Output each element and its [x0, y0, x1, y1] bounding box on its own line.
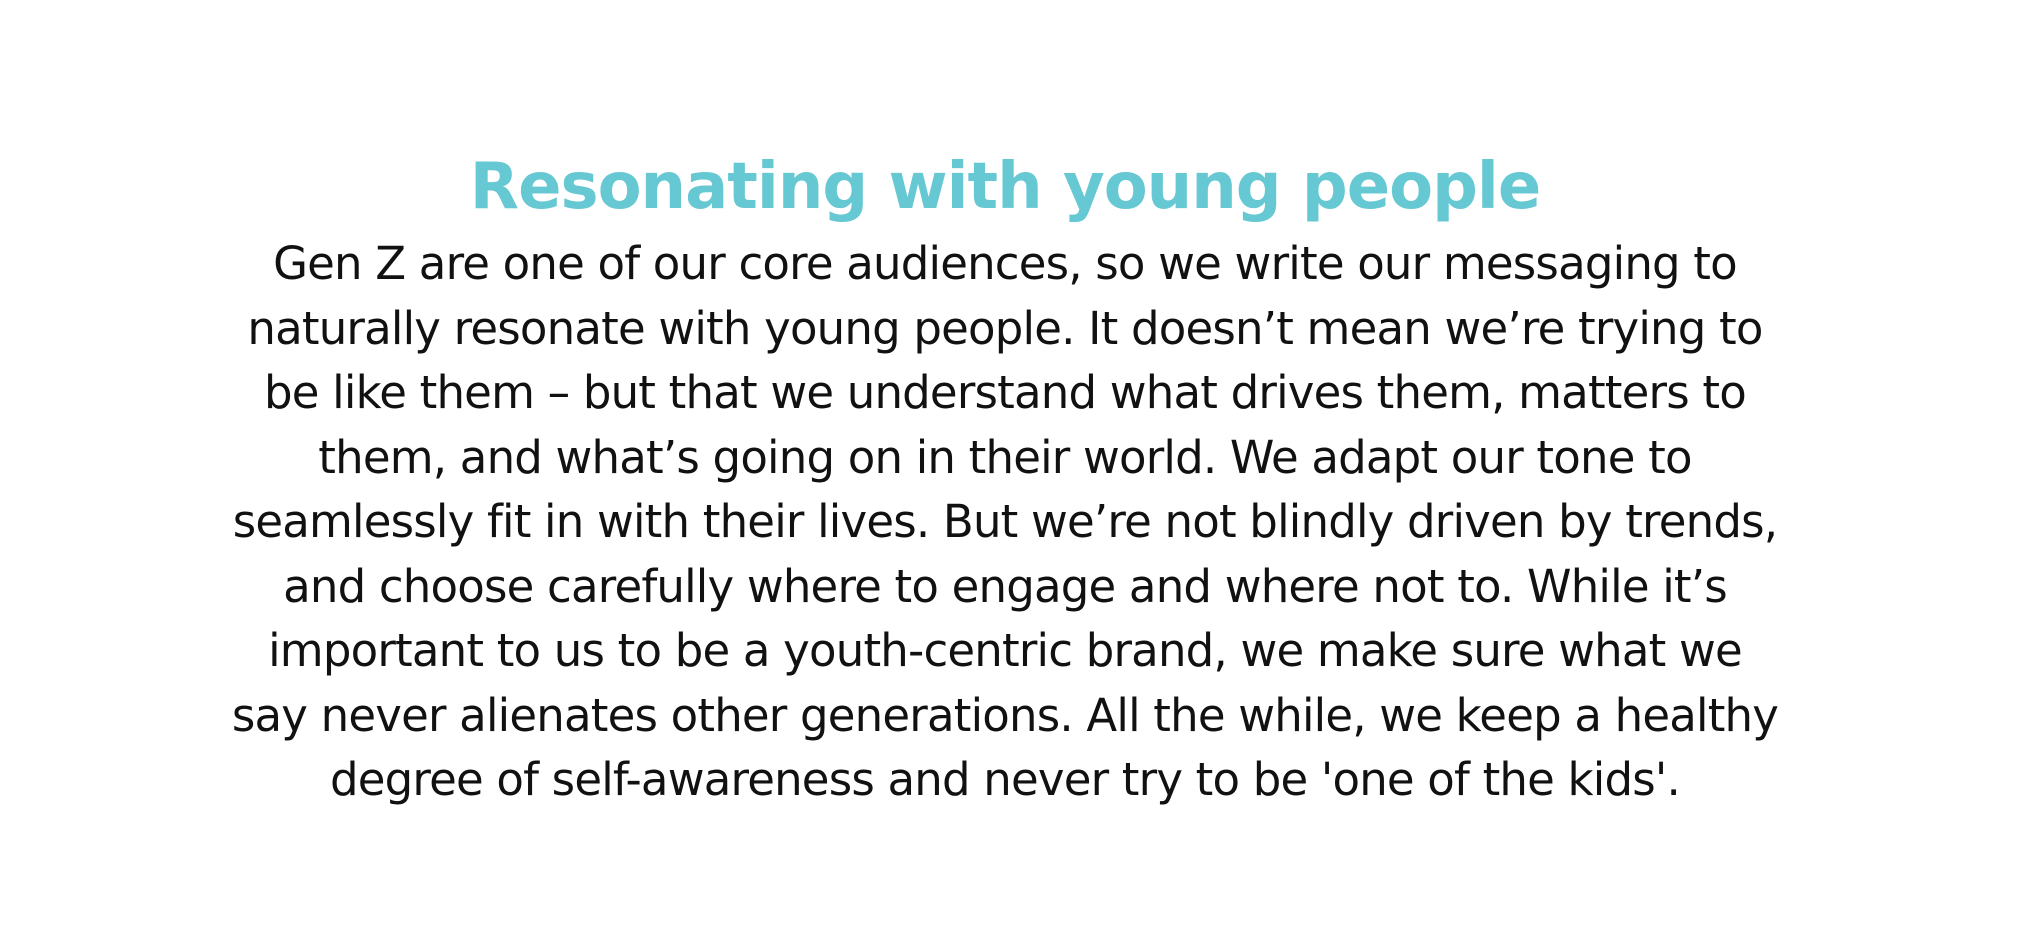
body-line: be like them – but that we understand what drives them, matters to [264, 366, 1746, 419]
body-line: them, and what’s going on in their world. We adapt our tone to [318, 430, 1692, 484]
body-line: degree of self-awareness and never try to be 'one of the kids'. [330, 753, 1680, 806]
body-line: and choose carefully where to engage and where not to. While it’s [283, 559, 1727, 613]
body-line: naturally resonate with young people. It doesn’t mean we’re trying to [247, 301, 1763, 355]
body-line: seamlessly fit in with their lives. But we’re not blindly driven by trends, [232, 495, 1778, 548]
body-line: Gen Z are one of our core audiences, so we write our messaging to [273, 237, 1737, 290]
content-section [150, 142, 1860, 813]
section-body [160, 232, 1850, 813]
section-title: Resonating with young people [469, 150, 1541, 224]
body-line: say never alienates other generations. All the while, we keep a healthy [231, 688, 1779, 742]
body-line: important to us to be a youth-centric brand, we make sure what we [268, 624, 1742, 677]
